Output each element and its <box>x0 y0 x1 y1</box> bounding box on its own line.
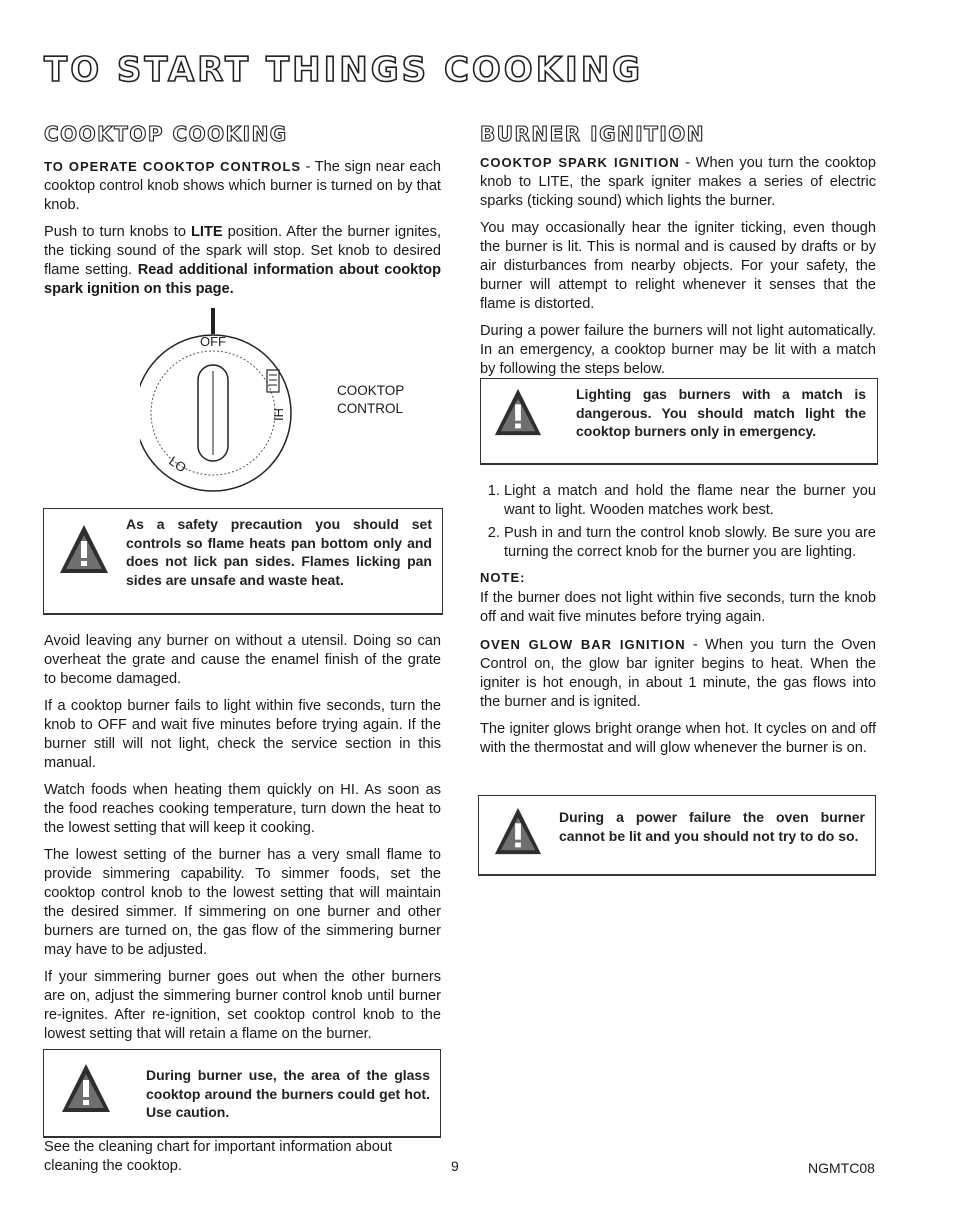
step-item: 1. Light a match and hold the flame near the burner you want to light. Wooden matches work best. <box>504 482 876 520</box>
match-steps <box>480 482 876 562</box>
cleaning-note: See the cleaning chart for important information about cleaning the cooktop. <box>44 1139 393 1174</box>
cooktop-control-figure <box>140 308 300 498</box>
figure-caption <box>337 382 404 418</box>
cooktop-cooking-heading: COOKTOP COOKING <box>44 122 288 146</box>
oven-text: - When you turn the Oven Control on, the glow bar igniter begins to heat. When the igniter is hot enough, in about 1 minute, the gas flows into the burner and is ignited. <box>480 637 876 710</box>
warning-match-text: Lighting gas burners with a match is dangerous. You should match light the cooktop burners only in emergency. <box>576 386 866 439</box>
warning-triangle-icon <box>493 806 543 856</box>
paragraph: The lowest setting of the burner has a very small flame to provide simmering capability. To simmer foods, set the cooktop control knob to the lowest setting that will maintain the desired simmer. If simmering on one burner and other burners are turned on, the gas flow of the simmering burner may have to be adjusted. <box>44 847 441 958</box>
operate-lead: TO OPERATE COOKTOP CONTROLS <box>44 159 302 174</box>
paragraph: The igniter glows bright orange when hot. It cycles on and off with the thermostat and will glow whenever the burner is on. <box>480 721 876 756</box>
paragraph: If a cooktop burner fails to light within five seconds, turn the knob to OFF and wait five minutes before trying again. If the burner still will not light, check the service section in this manual. <box>44 698 441 771</box>
right-body <box>480 482 876 766</box>
warning-flame-text: As a safety precaution you should set controls so flame heats pan bottom only and does not lick pan sides. Flames licking pan sides are unsafe and waste heat. <box>126 516 432 588</box>
step-item: 2. Push in and turn the control knob slowly. Be sure you are turning the correct knob for the burner you are lighting. <box>504 524 876 562</box>
note-text: If the burner does not light within five seconds, turn the knob off and wait five minutes before trying again. <box>480 590 876 625</box>
push-bold: Read additional information about cooktop spark ignition on this page. <box>44 262 441 297</box>
warning-box-power-failure <box>478 795 876 876</box>
warning-box-hot-cooktop <box>43 1049 441 1138</box>
lite-label: LITE <box>191 224 223 240</box>
page-title: TO START THINGS COOKING <box>44 50 644 90</box>
left-intro <box>44 157 441 307</box>
paragraph: Avoid leaving any burner on without a utensil. Doing so can overheat the grate and cause the enamel finish of the grate to become damaged. <box>44 633 441 687</box>
oven-paragraph <box>480 635 876 712</box>
warning-triangle-icon <box>493 387 543 437</box>
operate-paragraph <box>44 157 441 215</box>
right-intro <box>480 153 876 387</box>
warning-hot-text: During burner use, the area of the glass cooktop around the burners could get hot. Use caution. <box>146 1067 430 1120</box>
page-number: 9 <box>451 1158 459 1174</box>
left-body <box>44 632 441 1052</box>
warning-box-flame <box>43 508 443 615</box>
warning-triangle-icon <box>58 523 110 575</box>
hi-label: HI <box>271 408 286 421</box>
caption-line-2: CONTROL <box>337 401 404 416</box>
spark-paragraph <box>480 153 876 211</box>
note-label: NOTE: <box>480 570 526 585</box>
lo-label: LO <box>166 453 190 476</box>
operate-text: - The sign near each cooktop control knob shows which burner is turned on by that knob. <box>44 159 441 213</box>
warning-triangle-icon <box>60 1062 112 1114</box>
burner-ignition-heading: BURNER IGNITION <box>480 122 706 146</box>
paragraph: You may occasionally hear the igniter ticking, even though the burner is lit. This is normal and is caused by drafts or by air disturbances from nearby objects. For your safety, the burner will attempt to relight whenever it senses that the flame is distorted. <box>480 220 876 312</box>
spark-text: - When you turn the cooktop knob to LITE, the spark igniter makes a series of electric sparks (ticking sound) which lights the burner. <box>480 155 876 209</box>
push-text-2: position. After the burner ignites, the ticking sound of the spark will stop. Set knob to desired flame setting. <box>44 224 442 278</box>
spark-lead: COOKTOP SPARK IGNITION <box>480 155 680 170</box>
off-label: OFF <box>200 334 226 349</box>
caption-line-1: COOKTOP <box>337 383 405 398</box>
oven-lead: OVEN GLOW BAR IGNITION <box>480 637 686 652</box>
push-paragraph <box>44 223 441 299</box>
warning-power-text: During a power failure the oven burner cannot be lit and you should not try to do so. <box>559 809 865 844</box>
doc-code: NGMTC08 <box>808 1160 875 1176</box>
paragraph: If your simmering burner goes out when the other burners are on, adjust the simmering burner control knob until burner re-ignites. After re-ignition, set cooktop control knob to the lowest setting that will retain a flame on the burner. <box>44 969 441 1042</box>
paragraph: During a power failure the burners will not light automatically. In an emergency, a cooktop burner may be lit with a match by following the steps below. <box>480 323 876 377</box>
warning-box-match <box>480 378 878 465</box>
paragraph: Watch foods when heating them quickly on HI. As soon as the food reaches cooking temperature, turn down the heat to the lowest setting that will keep it cooking. <box>44 782 441 836</box>
push-text: Push to turn knobs to <box>44 224 191 240</box>
